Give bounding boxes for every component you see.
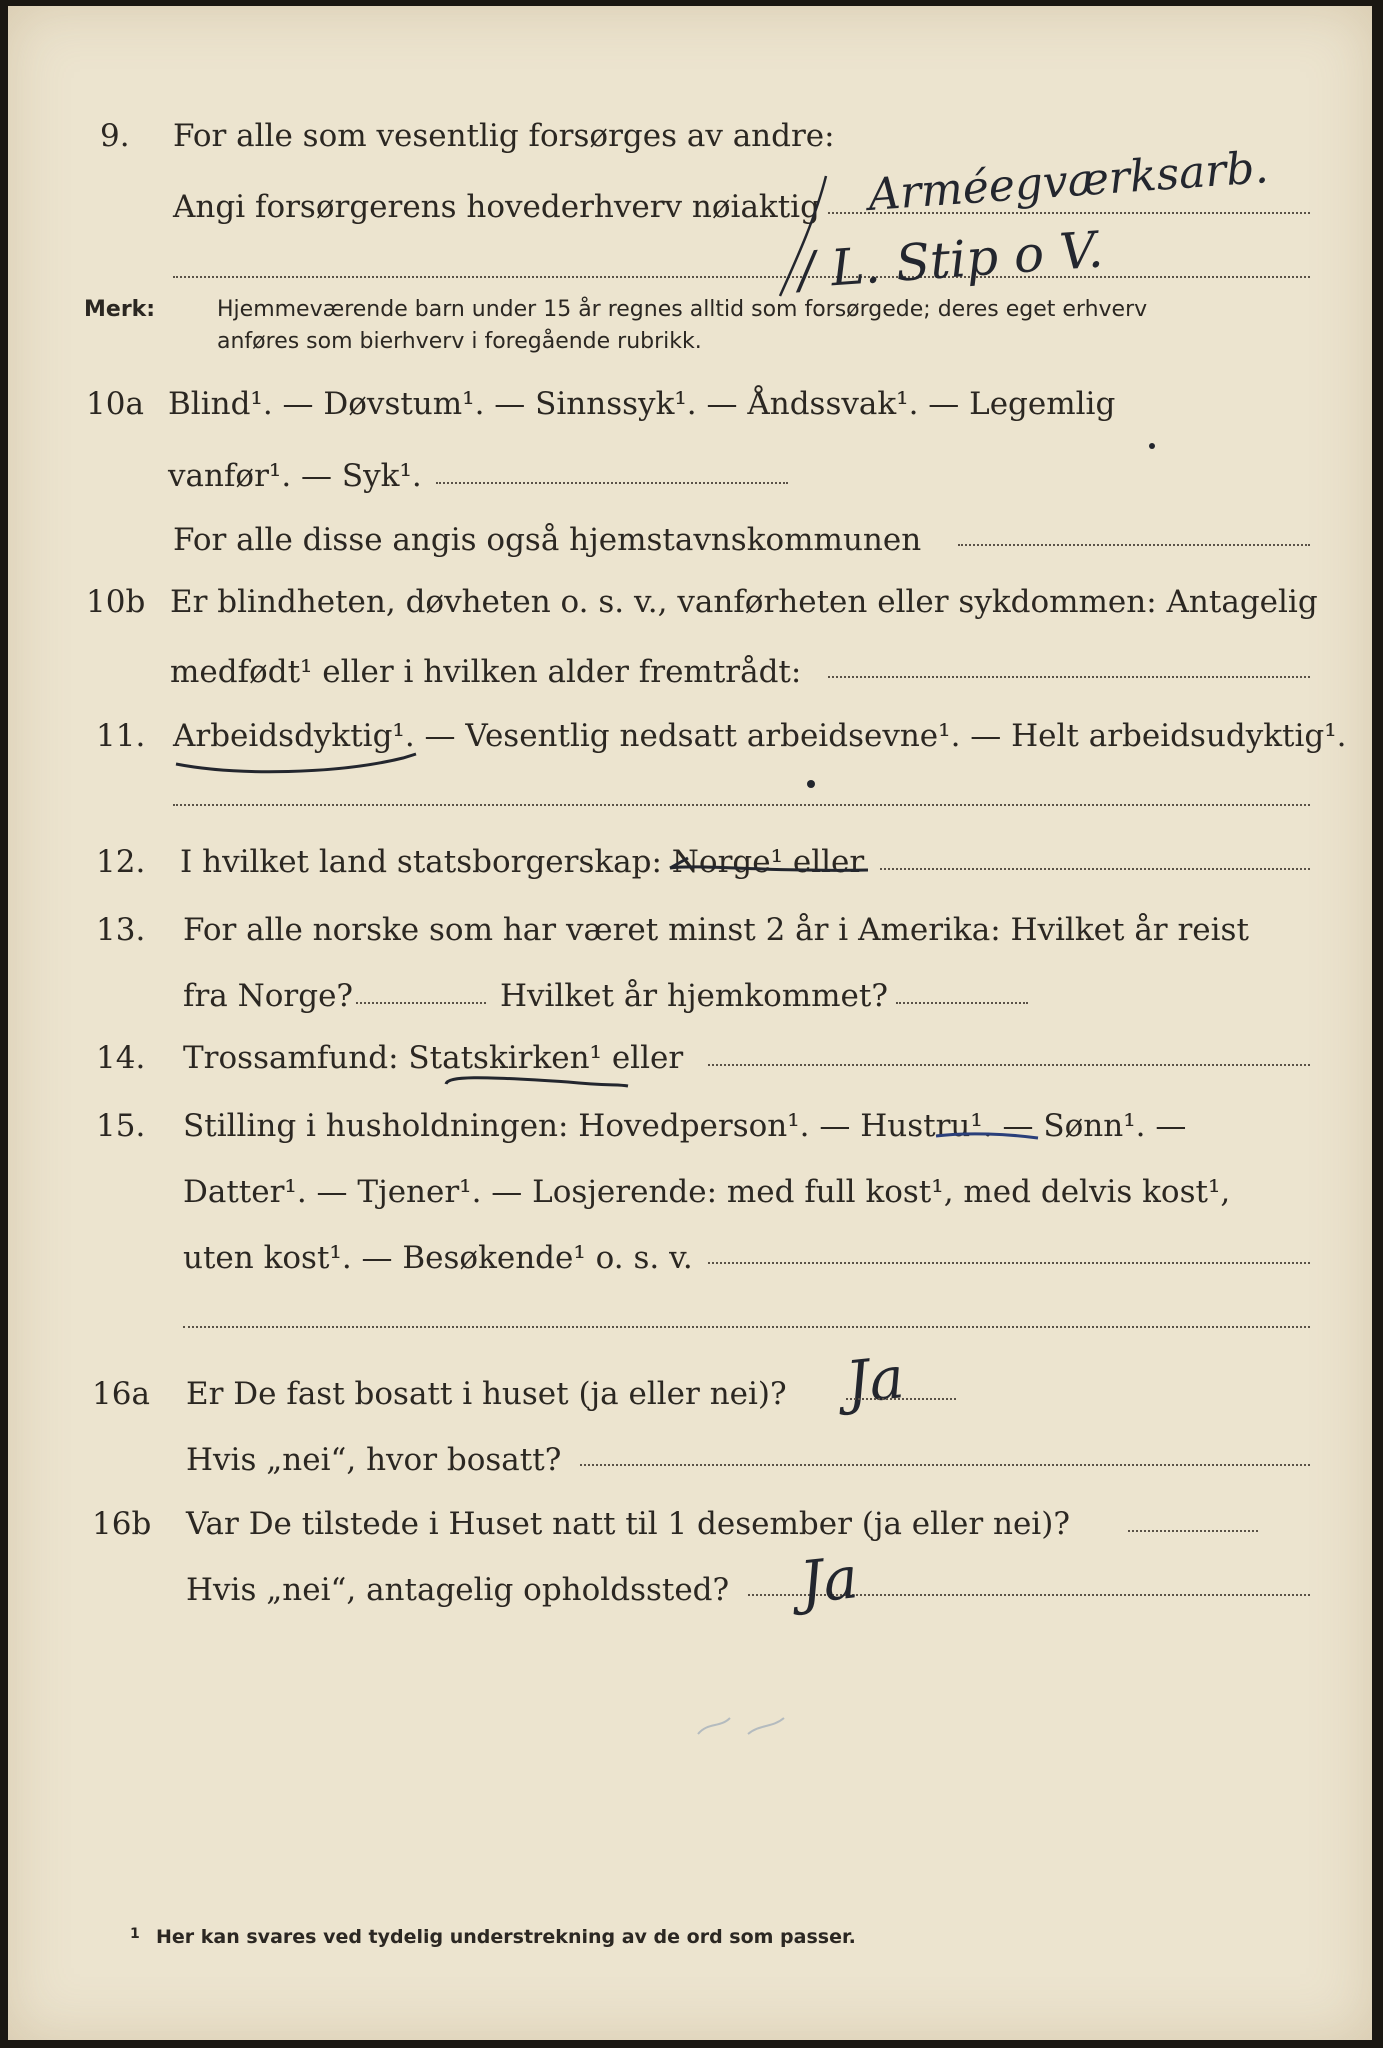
q15-hustru-underline-mark bbox=[936, 1134, 1038, 1138]
item-number-10a: 10a bbox=[86, 386, 144, 422]
item-number-16b: 16b bbox=[92, 1506, 152, 1542]
item-number-15: 15. bbox=[96, 1108, 146, 1144]
q14-line1: Trossamfund: Statskirken¹ eller bbox=[183, 1040, 684, 1076]
q16a-line1: Er De fast bosatt i huset (ja eller nei)? bbox=[186, 1376, 787, 1412]
q10a-line3: For alle disse angis også hjemstavnskommunen bbox=[173, 522, 922, 558]
merk-line2: anføres som bierhverv i foregående rubrikk. bbox=[217, 329, 702, 354]
q10b-line1: Er blindheten, døvheten o. s. v., vanførheten eller sykdommen: Antagelig bbox=[170, 584, 1318, 620]
q16a-handwritten-answer: Ja bbox=[842, 1343, 908, 1417]
item-number-10b: 10b bbox=[86, 584, 146, 620]
q16b-line2: Hvis „nei“, antagelig opholdssted? bbox=[186, 1572, 730, 1608]
faint-pencil-mark bbox=[698, 1718, 784, 1734]
q10b-line2: medfødt¹ eller i hvilken alder fremtrådt: bbox=[170, 654, 802, 690]
q11-underline-mark bbox=[176, 754, 416, 772]
item-number-9: 9. bbox=[100, 118, 130, 154]
q11-line1: Arbeidsdyktig¹. — Vesentlig nedsatt arbeidsevne¹. — Helt arbeidsudyktig¹. bbox=[173, 718, 1347, 754]
q13-line2b: Hvilket år hjemkommet? bbox=[500, 978, 888, 1014]
q16a-line2: Hvis „nei“, hvor bosatt? bbox=[186, 1442, 562, 1478]
item-number-13: 13. bbox=[96, 912, 146, 948]
footnote-mark: 1 bbox=[130, 1926, 140, 1942]
merk-line1: Hjemmeværende barn under 15 år regnes alltid som forsørgede; deres eget erhverv bbox=[217, 297, 1148, 322]
q9-line2: Angi forsørgerens hovederhverv nøiaktig bbox=[173, 189, 820, 225]
item-number-14: 14. bbox=[96, 1040, 146, 1076]
ink-dot bbox=[807, 780, 815, 788]
q10a-line1: Blind¹. — Døvstum¹. — Sinnssyk¹. — Åndssvak¹. — Legemlig bbox=[168, 386, 1116, 422]
q9-line1: For alle som vesentlig forsørges av andre: bbox=[173, 118, 835, 154]
q14-underline-mark bbox=[446, 1078, 628, 1086]
q13-line1: For alle norske som har været minst 2 år i Amerika: Hvilket år reist bbox=[183, 912, 1249, 948]
q16b-line1: Var De tilstede i Huset natt til 1 desember (ja eller nei)? bbox=[186, 1506, 1070, 1542]
merk-label: Merk: bbox=[84, 297, 156, 322]
q13-line2a: fra Norge? bbox=[183, 978, 354, 1014]
ink-dot-2 bbox=[1149, 443, 1155, 449]
q9-handwritten-occupation: Arméegværksarb. bbox=[866, 142, 1270, 221]
item-number-12: 12. bbox=[96, 844, 146, 880]
q12-underline-mark bbox=[670, 867, 868, 870]
q9-slash-mark bbox=[780, 176, 826, 296]
pen-marks bbox=[8, 6, 1372, 2040]
q9-handwritten-employer: / L. Stip o V. bbox=[796, 220, 1105, 300]
census-form-page bbox=[8, 6, 1372, 2040]
q12-line1: I hvilket land statsborgerskap: Norge¹ eller bbox=[180, 844, 865, 880]
footnote-text: Her kan svares ved tydelig understrekning av de ord som passer. bbox=[156, 1926, 856, 1948]
q16b-handwritten-answer: Ja bbox=[796, 1543, 862, 1617]
item-number-11: 11. bbox=[96, 718, 146, 754]
q15-line1: Stilling i husholdningen: Hovedperson¹. — Hustru¹. — Sønn¹. — bbox=[183, 1108, 1187, 1144]
q10a-line2: vanfør¹. — Syk¹. bbox=[168, 458, 422, 494]
q15-line2: Datter¹. — Tjener¹. — Losjerende: med full kost¹, med delvis kost¹, bbox=[183, 1174, 1231, 1210]
item-number-16a: 16a bbox=[92, 1376, 150, 1412]
q15-line3: uten kost¹. — Besøkende¹ o. s. v. bbox=[183, 1240, 693, 1276]
